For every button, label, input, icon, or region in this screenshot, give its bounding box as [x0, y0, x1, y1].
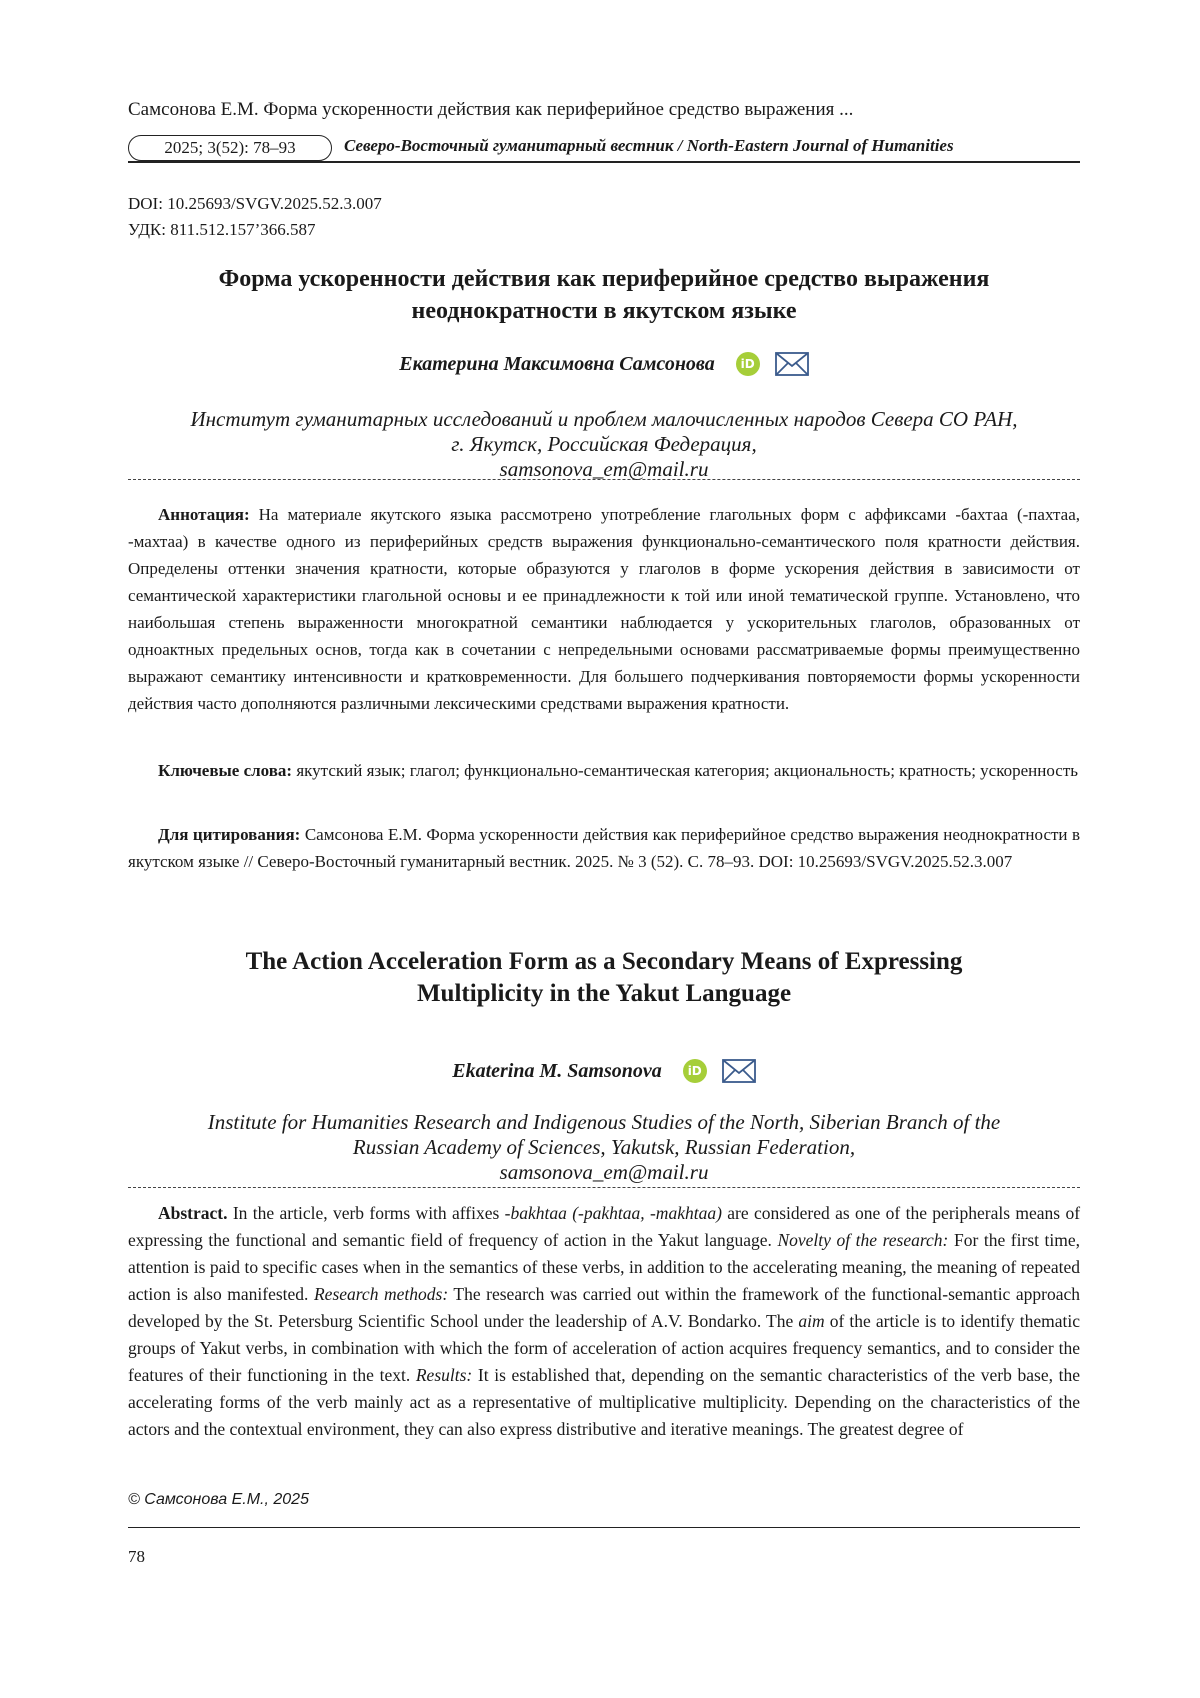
- journal-header: [128, 133, 1080, 163]
- citation-ru-label: Для цитирования:: [158, 825, 301, 844]
- author-ru: [128, 352, 1080, 376]
- orcid-icon[interactable]: iD: [683, 1059, 707, 1083]
- results-label: Results:: [415, 1365, 473, 1385]
- footer-divider: [128, 1527, 1080, 1528]
- keywords-ru-text: якутский язык; глагол; функционально-семантическая категория; акциональность; кратность; ускоренность: [296, 761, 1079, 780]
- abstract-ru-text: На материале якутского языка рассмотрено употребление глагольных форм с аффиксами -бахтаа (-пахтаа, -махтаа) в качестве одного из периферийных средств выражения функционально-семантического поля кратности действия. Определены оттенки значения кратности, которые образуются у глаголов в форме ускорения действия в зависимости от семантической характеристики глагольной основы и ее принадлежности к той или иной тематической группе. Установлено, что наибольшая степень выраженности многократной семантики наблюдается у ускорительных глаголов, образованных от одноактных предельных основ, тогда как в сочетании с непредельными основами рассматриваемые формы преимущественно выражают семантику интенсивности и кратковременности. Для большего подчеркивания повторяемости формы ускоренности действия часто дополняются различными лексическими средствами выражения кратности.: [128, 505, 1081, 713]
- title-en-line2: Multiplicity in the Yakut Language: [416, 980, 792, 1007]
- methods-label: Research methods:: [313, 1284, 449, 1304]
- novelty-label: Novelty of the research:: [777, 1230, 949, 1250]
- novelty-text: For the first time, attention is paid to specific cases when in the semantics of these verbs, in addition to the accelerating meaning, the meaning of repeated action is also manifested.: [128, 1230, 1081, 1304]
- keywords-ru-label: Ключевые слова:: [158, 761, 293, 780]
- abstract-ru-label: Аннотация:: [158, 505, 250, 524]
- running-head: Самсонова Е.М. Форма ускоренности действия как периферийное средство выражения ...: [128, 99, 854, 120]
- abstract-en-affix: -bakhtaa (-pakhtaa, -makhtaa): [504, 1203, 722, 1223]
- journal-name: Северо-Восточный гуманитарный вестник / North-Eastern Journal of Humanities: [344, 136, 954, 155]
- page-number: 78: [128, 1547, 145, 1566]
- abstract-en-text: are considered as one of the peripherals means of expressing the functional and semantic field of frequency of action in the Yakut language.: [128, 1203, 1081, 1250]
- methods-text: The research was carried out within the framework of the functional-semantic approach developed by the St. Petersburg Scientific School under the leadership of A.V. Bondarko. The: [128, 1284, 1080, 1331]
- affiliation-ru-line2: г. Якутск, Российская Федерация,: [451, 432, 757, 456]
- orcid-icon[interactable]: iD: [736, 352, 760, 376]
- affiliation-ru: [128, 407, 1080, 482]
- aim-text: of the article is to identify thematic groups of Yakut verbs, in combination with which the form of acceleration of action acquires frequency semantics, and to consider the features of their functioning in the text.: [128, 1311, 1081, 1385]
- aim-word: aim: [798, 1311, 825, 1331]
- author-name-en: Ekaterina M. Samsonova: [452, 1059, 662, 1082]
- udc: УДК: 811.512.157’366.587: [128, 220, 316, 239]
- title-en-line1: The Action Acceleration Form as a Secondary Means of Expressing: [245, 948, 963, 975]
- affiliation-en-line2: Russian Academy of Sciences, Yakutsk, Russian Federation,: [352, 1135, 856, 1159]
- divider: [128, 1187, 1080, 1188]
- citation-ru: [128, 821, 1080, 875]
- affiliation-ru-line1: Институт гуманитарных исследований и проблем малочисленных народов Севера СО РАН,: [190, 407, 1018, 431]
- title-ru-line2: неоднократности в якутском языке: [411, 298, 797, 324]
- mail-icon[interactable]: [722, 1059, 756, 1083]
- article-page: [128, 0, 1080, 1698]
- abstract-en-label: Abstract.: [158, 1203, 228, 1223]
- results-text: It is established that, depending on the semantic characteristics of the verb base, the accelerating forms of the verb mainly act as a representative of multiplicative multiplicity. Depending on the characteristics of the actors and the contextual environment, they can also express distributive and iterative meanings. The greatest degree of: [128, 1365, 1081, 1439]
- divider: [128, 479, 1080, 480]
- author-name-ru: Екатерина Максимовна Самсонова: [399, 352, 715, 375]
- email-ru[interactable]: samsonova_em@mail.ru: [499, 457, 709, 481]
- affiliation-en-line1: Institute for Humanities Research and Indigenous Studies of the North, Siberian Branch of the: [207, 1110, 1001, 1134]
- abstract-ru: [128, 501, 1080, 717]
- author-en: [128, 1059, 1080, 1083]
- title-en: [128, 946, 1080, 1010]
- abstract-en: [128, 1200, 1080, 1443]
- mail-icon[interactable]: [775, 352, 809, 376]
- abstract-en-text: In the article, verb forms with affixes: [232, 1203, 500, 1223]
- identifiers: [128, 191, 382, 243]
- citation-ru-text: Самсонова Е.М. Форма ускоренности действия как периферийное средство выражения неоднократности в якутском языке // Северо-Восточный гуманитарный вестник. 2025. № 3 (52). С. 78–93. DOI: 10.25693/SVGV.2025.52.3.007: [128, 825, 1081, 871]
- copyright: © Самсонова Е.М., 2025: [128, 1491, 309, 1508]
- issue-badge: 2025; 3(52): 78–93: [128, 135, 332, 161]
- title-ru: [128, 263, 1080, 327]
- affiliation-en: [128, 1110, 1080, 1185]
- title-ru-line1: Форма ускоренности действия как периферийное средство выражения: [218, 266, 990, 292]
- doi[interactable]: DOI: 10.25693/SVGV.2025.52.3.007: [128, 194, 382, 213]
- keywords-ru: [128, 757, 1080, 784]
- email-en[interactable]: samsonova_em@mail.ru: [499, 1160, 709, 1184]
